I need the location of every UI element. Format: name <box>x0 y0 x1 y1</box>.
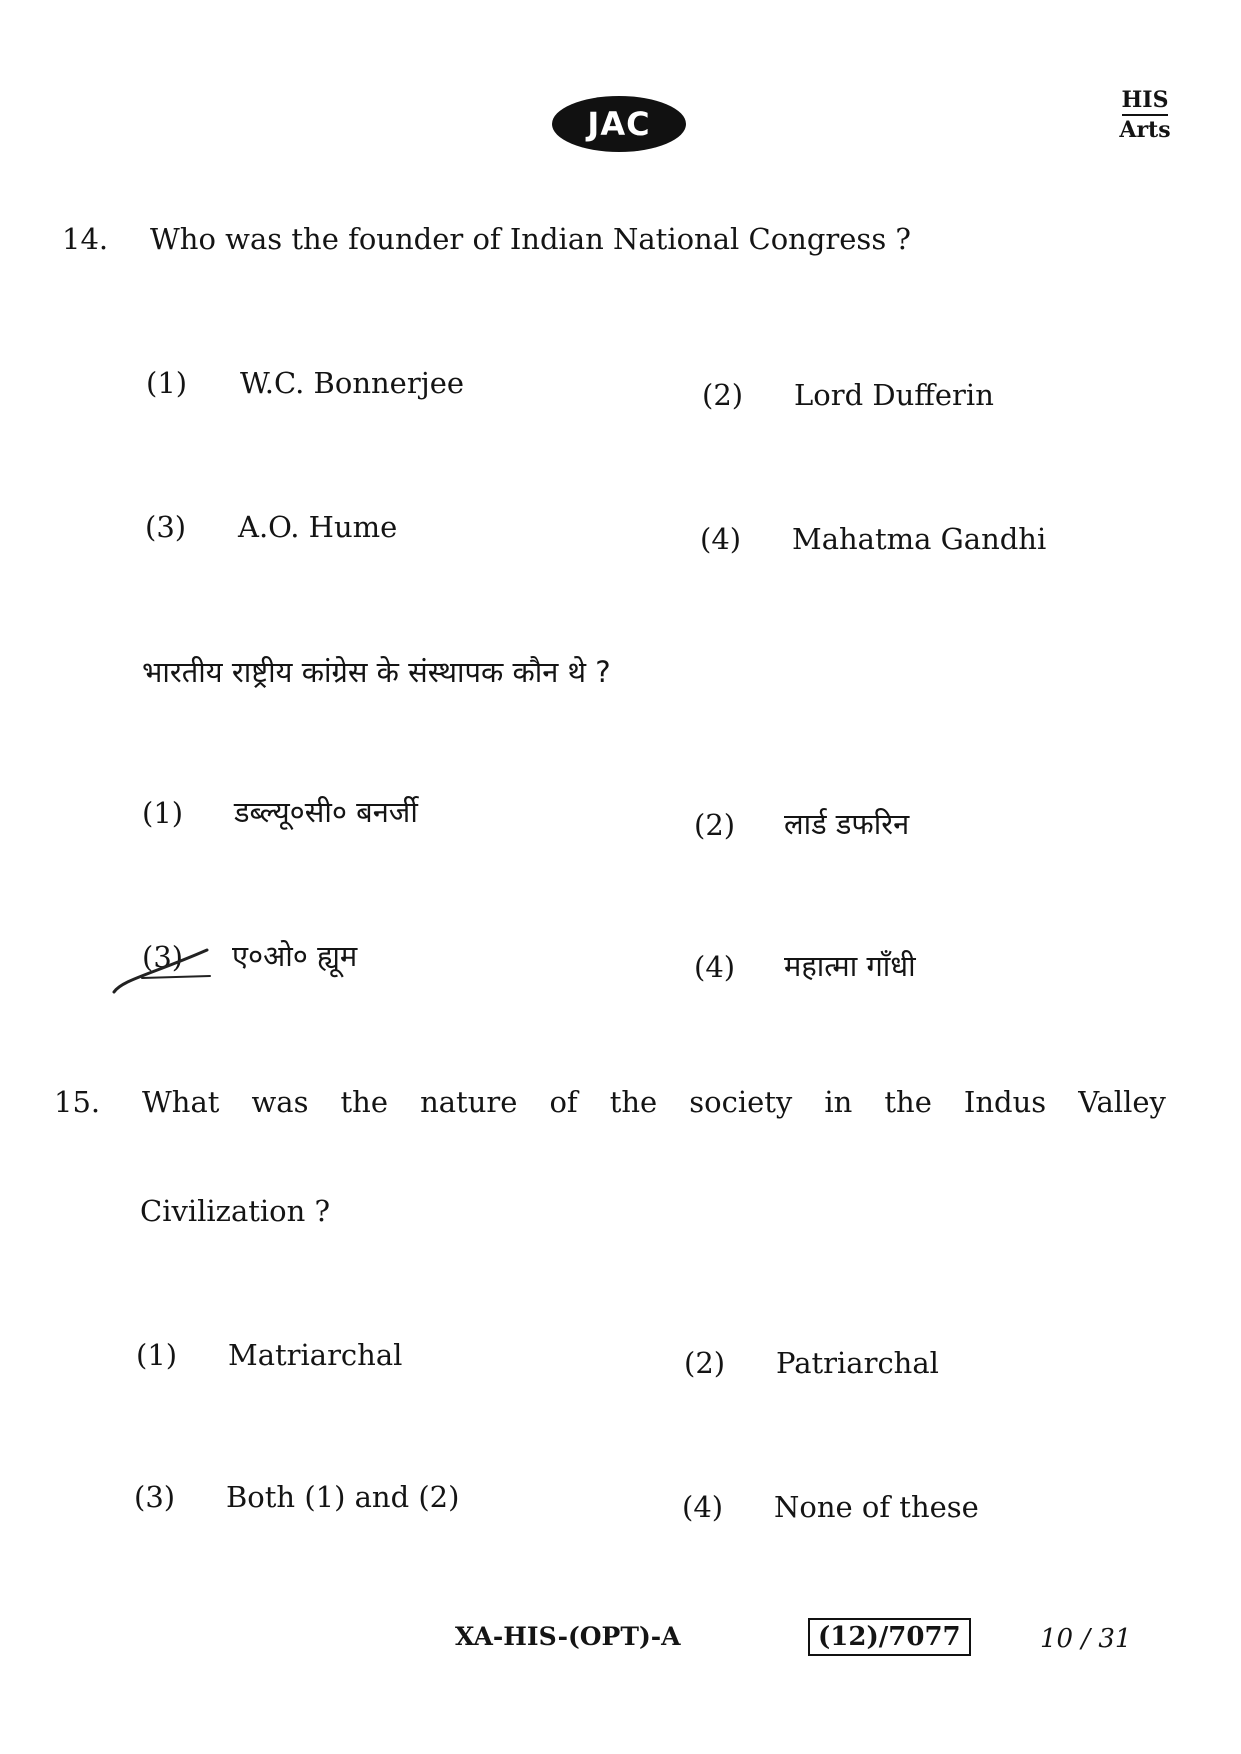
handwritten-tick-icon <box>112 940 222 1000</box>
q14-option-2-text: Lord Dufferin <box>794 378 994 412</box>
q14-hindi-option-2-num: (2) <box>694 808 736 842</box>
subject-code: HIS <box>1122 86 1169 116</box>
jac-logo <box>552 96 686 152</box>
q14-option-3-text: A.O. Hume <box>238 510 398 544</box>
q15-word: nature <box>420 1085 518 1119</box>
q15-word: society <box>689 1085 793 1119</box>
question-15-text-line2: Civilization ? <box>140 1194 331 1228</box>
stream-label: Arts <box>1119 117 1171 143</box>
q15-option-3-text: Both (1) and (2) <box>226 1480 460 1514</box>
paper-code: XA-HIS-(OPT)-A <box>455 1622 681 1651</box>
q14-option-4-num: (4) <box>700 522 742 556</box>
question-14-number: 14. <box>62 222 109 256</box>
q15-option-1-num: (1) <box>136 1338 178 1372</box>
q15-word: of <box>549 1085 578 1119</box>
q15-word: was <box>251 1085 309 1119</box>
q14-option-1-text: W.C. Bonnerjee <box>240 366 465 400</box>
q14-hindi-option-3-text: ए०ओ० ह्यूम <box>232 939 358 973</box>
question-15-number: 15. <box>54 1085 101 1119</box>
q14-option-1-num: (1) <box>146 366 188 400</box>
question-15-text-line1 <box>142 1085 1166 1119</box>
q15-option-4-text: None of these <box>774 1490 979 1524</box>
q14-hindi-option-4-text: महात्मा गाँधी <box>784 949 916 983</box>
question-14-text: Who was the founder of Indian National Congress ? <box>150 222 911 256</box>
q15-option-1-text: Matriarchal <box>228 1338 403 1372</box>
q15-option-2-num: (2) <box>684 1346 726 1380</box>
q15-option-3-num: (3) <box>134 1480 176 1514</box>
q15-word: the <box>609 1085 658 1119</box>
q15-word: What <box>142 1085 220 1119</box>
q14-hindi-option-1-num: (1) <box>142 796 184 830</box>
q14-option-4-text: Mahatma Gandhi <box>792 522 1047 556</box>
set-code: (12)/7077 <box>808 1618 971 1656</box>
page-number: 10 / 31 <box>1040 1624 1132 1654</box>
subject-label <box>1110 86 1180 144</box>
q15-word: the <box>340 1085 389 1119</box>
q14-option-2-num: (2) <box>702 378 744 412</box>
q15-word: Valley <box>1078 1085 1166 1119</box>
question-14-text-hindi: भारतीय राष्ट्रीय कांग्रेस के संस्थापक कौन थे ? <box>142 655 611 689</box>
logo-text: JAC <box>587 105 651 143</box>
q15-word: in <box>824 1085 853 1119</box>
q14-option-3-num: (3) <box>145 510 187 544</box>
q15-word: the <box>884 1085 932 1119</box>
q15-word: Indus <box>963 1085 1047 1119</box>
q14-hindi-option-2-text: लार्ड डफरिन <box>784 807 910 841</box>
q14-hindi-option-3-num: (3) <box>142 940 184 974</box>
q14-hindi-option-4-num: (4) <box>694 950 736 984</box>
q14-hindi-option-1-text: डब्ल्यू०सी० बनर्जी <box>234 795 418 829</box>
q15-option-4-num: (4) <box>682 1490 724 1524</box>
q15-option-2-text: Patriarchal <box>776 1346 939 1380</box>
